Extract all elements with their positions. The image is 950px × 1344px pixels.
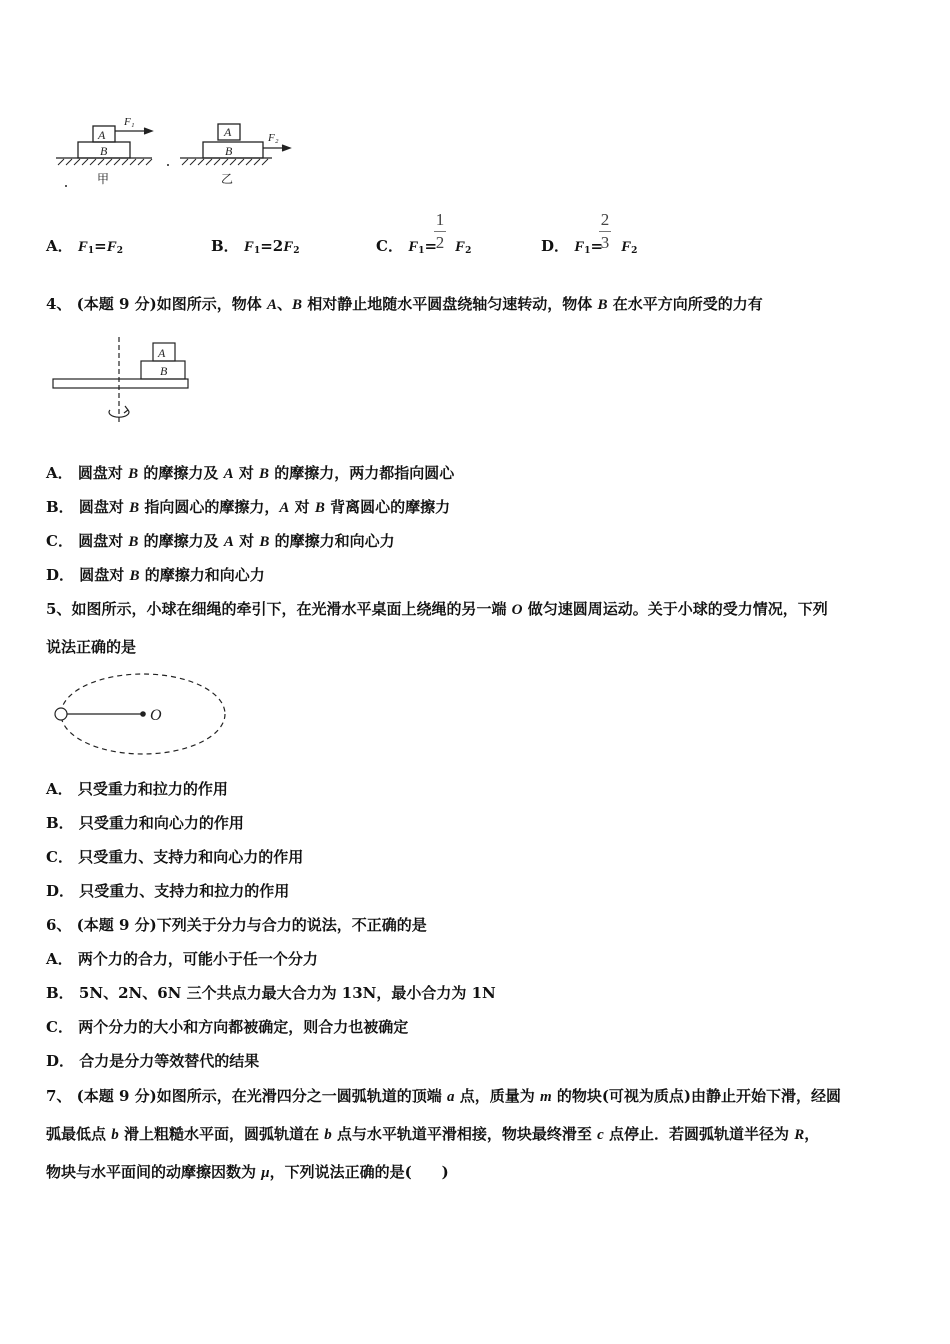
q4-option-b[interactable]: B． 圆盘对 B 指向圆心的摩擦力，A 对 B 背离圆心的摩擦力 — [46, 498, 451, 516]
q4-option-d[interactable]: D． 圆盘对 B 的摩擦力和向心力 — [46, 566, 265, 584]
q4-option-a[interactable]: A． 圆盘对 B 的摩擦力及 A 对 B 的摩擦力，两力都指向圆心 — [46, 464, 455, 482]
figure-q3-caption-right: 乙 — [221, 172, 234, 186]
q3-option-c[interactable]: C． $F_1= F_2$ — [376, 237, 472, 256]
q6-stem: 6、 (本题 9 分)下列关于分力与合力的说法，不正确的是 — [46, 916, 427, 934]
q6-option-c[interactable]: C． 两个分力的大小和方向都被确定，则合力也被确定 — [46, 1018, 409, 1036]
figure-q3-label-b-left: B — [100, 144, 108, 158]
figure-q4-disc — [50, 335, 195, 430]
q7-stem-line-3: 物块与水平面间的动摩擦因数为 μ，下列说法正确的是( ) — [46, 1163, 449, 1181]
figure-q3-label-f2: F₂ — [268, 132, 279, 144]
q3-option-a[interactable]: A． $F_1=F_2$ — [46, 237, 124, 256]
q5-option-a[interactable]: A． 只受重力和拉力的作用 — [46, 780, 228, 798]
figure-q3-label-a-left: A — [98, 128, 106, 142]
q3-option-c-fraction: 1 2 — [435, 210, 445, 252]
q5-stem-line-1: 5、如图所示，小球在细绳的牵引下，在光滑水平桌面上绕绳的另一端 O 做匀速圆周运动。关于小球的受力情况，下列 — [46, 600, 828, 618]
figure-q3-caption-left: 甲 — [97, 172, 110, 186]
q6-option-d[interactable]: D． 合力是分力等效替代的结果 — [46, 1052, 260, 1070]
figure-q3-label-f1: F₁ — [124, 116, 135, 128]
q3-option-d[interactable]: D． $F_1= F_2$ — [541, 237, 638, 256]
figure-q3-label-b-right: B — [225, 144, 233, 158]
q7-stem-line-2: 弧最低点 b 滑上粗糙水平面，圆弧轨道在 b 点与水平轨道平滑相接，物块最终滑至 c 点停止．若圆弧轨道半径为 R， — [46, 1125, 820, 1143]
q6-option-b[interactable]: B． 5N、2N、6N 三个共点力最大合力为 13N，最小合力为 1N — [46, 984, 496, 1002]
q3-option-b[interactable]: B． $F_1=2F_2$ — [211, 237, 300, 256]
figure-q5-label-o: O — [150, 707, 162, 724]
q7-stem-line-1: 7、 (本题 9 分)如图所示，在光滑四分之一圆弧轨道的顶端 a 点，质量为 m 的物块(可视为质点)由静止开始下滑，经圆 — [46, 1087, 842, 1105]
figure-q5-circle — [48, 670, 233, 758]
q5-stem-line-2: 说法正确的是 — [46, 638, 137, 656]
q5-option-c[interactable]: C． 只受重力、支持力和向心力的作用 — [46, 848, 304, 866]
q5-option-b[interactable]: B． 只受重力和向心力的作用 — [46, 814, 244, 832]
figure-q4-label-b: B — [160, 364, 168, 378]
figure-q4-label-a: A — [158, 346, 166, 360]
q6-option-a[interactable]: A． 两个力的合力，可能小于任一个分力 — [46, 950, 318, 968]
q3-option-d-fraction: 2 3 — [600, 210, 610, 252]
q4-stem: 4、 (本题 9 分)如图所示，物体 A、B 相对静止地随水平圆盘绕轴匀速转动，物体 B 在水平方向所受的力有 — [46, 295, 763, 313]
q5-option-d[interactable]: D． 只受重力、支持力和拉力的作用 — [46, 882, 290, 900]
figure-q3-label-a-right: A — [224, 125, 232, 139]
figure-q3-blocks — [48, 110, 298, 195]
q4-option-c[interactable]: C． 圆盘对 B 的摩擦力及 A 对 B 的摩擦力和向心力 — [46, 532, 395, 550]
